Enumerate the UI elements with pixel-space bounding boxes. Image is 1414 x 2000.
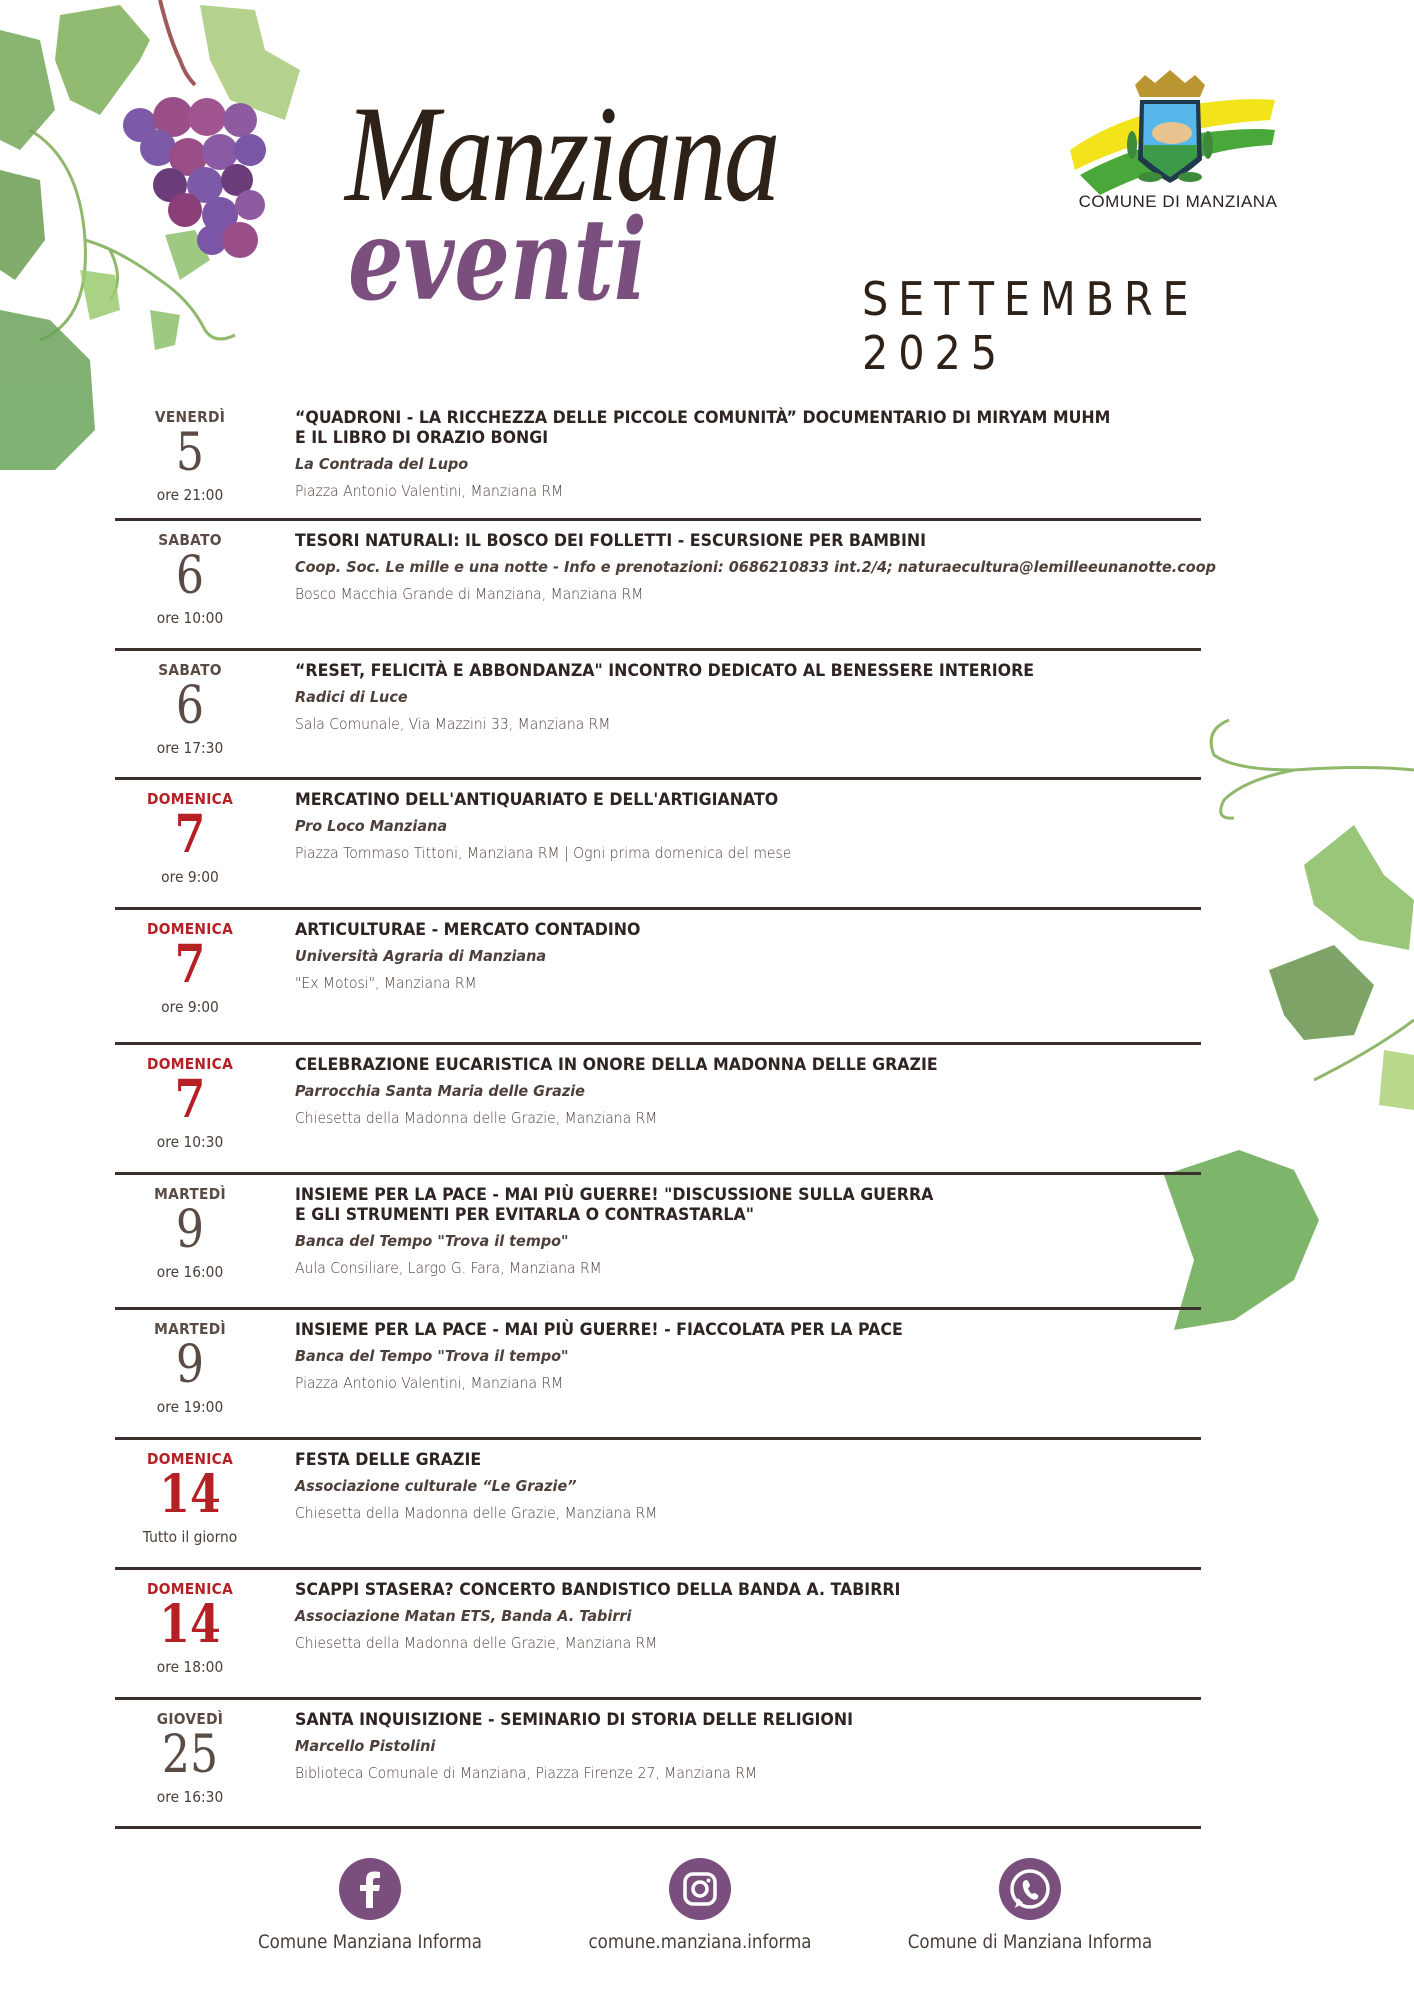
- event-venue: Bosco Macchia Grande di Manziana, Manziana RM: [295, 585, 644, 603]
- event-time: ore 18:00: [156, 1658, 224, 1676]
- event-date: [115, 651, 265, 777]
- event-organizer: Banca del Tempo "Trova il tempo": [295, 1347, 569, 1365]
- municipality-crest-logo: [1060, 65, 1280, 195]
- event-time: ore 21:00: [156, 486, 224, 504]
- facebook-icon: [339, 1858, 401, 1920]
- event-row: [115, 1570, 1201, 1700]
- event-info: [265, 1700, 1201, 1826]
- event-weekday: DOMENICA: [146, 790, 234, 808]
- event-organizer: Parrocchia Santa Maria delle Grazie: [295, 1082, 585, 1100]
- event-title-line2: E IL LIBRO DI ORAZIO BONGI: [295, 428, 549, 448]
- whatsapp-link[interactable]: [880, 1858, 1180, 1953]
- event-organizer: Università Agraria di Manziana: [295, 947, 547, 965]
- event-time: ore 16:00: [156, 1263, 224, 1281]
- event-weekday: MARTEDÌ: [154, 1185, 226, 1203]
- event-info: [265, 1045, 1201, 1172]
- whatsapp-icon: [999, 1858, 1061, 1920]
- event-weekday: SABATO: [158, 531, 222, 549]
- event-venue: Chiesetta della Madonna delle Grazie, Manziana RM: [295, 1504, 658, 1522]
- event-row: [115, 651, 1201, 780]
- event-venue: Piazza Antonio Valentini, Manziana RM: [295, 482, 564, 500]
- event-title: INSIEME PER LA PACE - MAI PIÙ GUERRE! - FIACCOLATA PER LA PACE: [295, 1320, 903, 1340]
- event-title: “QUADRONI - LA RICCHEZZA DELLE PICCOLE COMUNITÀ” DOCUMENTARIO DI MIRYAM MUHM: [295, 408, 1111, 428]
- event-info: [265, 521, 1285, 648]
- event-title: ARTICULTURAE - MERCATO CONTADINO: [295, 920, 641, 940]
- event-info: [265, 1440, 1201, 1567]
- event-date: [115, 1570, 265, 1697]
- event-day-number: 25: [161, 1725, 219, 1785]
- event-title: TESORI NATURALI: IL BOSCO DEI FOLLETTI - ESCURSIONE PER BAMBINI: [295, 531, 926, 551]
- page-title: Manziana: [345, 77, 778, 230]
- event-weekday: MARTEDÌ: [154, 1320, 226, 1338]
- social-footer: [220, 1858, 1180, 1958]
- facebook-label: Comune Manziana Informa: [258, 1932, 482, 1953]
- event-time: ore 10:30: [156, 1133, 224, 1151]
- events-list: [115, 398, 1216, 1829]
- municipality-name: COMUNE DI MANZIANA: [1078, 192, 1278, 211]
- event-organizer: Associazione Matan ETS, Banda A. Tabirri: [295, 1607, 632, 1625]
- event-info: [265, 651, 1201, 777]
- event-day-number: 7: [174, 804, 206, 865]
- event-date: [115, 1700, 265, 1826]
- instagram-icon: [669, 1858, 731, 1920]
- event-organizer: Coop. Soc. Le mille e una notte - Info e prenotazioni: 0686210833 int.2/4; naturaecultura@lemilleeunanotte.coop: [295, 558, 1216, 576]
- event-weekday: DOMENICA: [146, 920, 234, 938]
- event-organizer: Associazione culturale “Le Grazie”: [295, 1477, 577, 1495]
- event-time: ore 16:30: [156, 1788, 224, 1806]
- event-organizer: Banca del Tempo "Trova il tempo": [295, 1232, 569, 1250]
- event-day-number: 7: [174, 934, 206, 995]
- event-row: [115, 1310, 1201, 1440]
- event-time: ore 17:30: [156, 739, 224, 757]
- event-title: INSIEME PER LA PACE - MAI PIÙ GUERRE! "DISCUSSIONE SULLA GUERRA: [295, 1185, 934, 1205]
- event-day-number: 6: [175, 546, 205, 606]
- event-title: “RESET, FELICITÀ E ABBONDANZA" INCONTRO DEDICATO AL BENESSERE INTERIORE: [295, 661, 1035, 681]
- event-organizer: Marcello Pistolini: [295, 1737, 436, 1755]
- event-info: [265, 1175, 1201, 1307]
- event-row: [115, 910, 1201, 1045]
- event-organizer: Radici di Luce: [295, 688, 408, 706]
- event-row: [115, 1440, 1201, 1570]
- event-day-number: 9: [175, 1335, 205, 1395]
- instagram-label: comune.manziana.informa: [588, 1932, 812, 1953]
- event-row: [115, 1045, 1201, 1175]
- event-weekday: DOMENICA: [146, 1580, 234, 1598]
- event-venue: Chiesetta della Madonna delle Grazie, Manziana RM: [295, 1634, 658, 1652]
- event-organizer: La Contrada del Lupo: [295, 455, 469, 473]
- event-venue: "Ex Motosi", Manziana RM: [295, 974, 477, 992]
- whatsapp-label: Comune di Manziana Informa: [907, 1932, 1153, 1953]
- event-weekday: GIOVEDÌ: [156, 1710, 224, 1728]
- event-day-number: 14: [159, 1464, 221, 1525]
- event-time: ore 9:00: [161, 868, 219, 886]
- event-date: [115, 1310, 265, 1437]
- event-time: ore 9:00: [161, 998, 219, 1016]
- event-venue: Piazza Antonio Valentini, Manziana RM: [295, 1374, 564, 1392]
- event-title: FESTA DELLE GRAZIE: [295, 1450, 482, 1470]
- event-date: [115, 1045, 265, 1172]
- event-weekday: SABATO: [158, 661, 222, 679]
- event-venue: Piazza Tommaso Tittoni, Manziana RM | Ogni prima domenica del mese: [295, 844, 792, 862]
- event-info: [265, 780, 1201, 907]
- event-date: [115, 1440, 265, 1567]
- event-time: ore 19:00: [156, 1398, 224, 1416]
- page-subtitle: eventi: [348, 195, 647, 326]
- event-row: [115, 1700, 1201, 1829]
- facebook-link[interactable]: [220, 1858, 520, 1953]
- event-info: [265, 1310, 1201, 1437]
- event-date: [115, 398, 265, 518]
- event-venue: Biblioteca Comunale di Manziana, Piazza Firenze 27, Manziana RM: [295, 1764, 758, 1782]
- event-venue: Aula Consiliare, Largo G. Fara, Manziana RM: [295, 1259, 602, 1277]
- event-title-line2: E GLI STRUMENTI PER EVITARLA O CONTRASTARLA": [295, 1205, 754, 1225]
- instagram-link[interactable]: [550, 1858, 850, 1953]
- event-date: [115, 1175, 265, 1307]
- event-info: [265, 910, 1201, 1042]
- event-info: [265, 398, 1201, 518]
- event-weekday: VENERDÌ: [154, 408, 226, 426]
- event-day-number: 5: [175, 423, 205, 483]
- event-info: [265, 1570, 1201, 1697]
- event-day-number: 7: [174, 1069, 206, 1130]
- event-weekday: DOMENICA: [146, 1450, 234, 1468]
- event-organizer: Pro Loco Manziana: [295, 817, 448, 835]
- event-day-number: 9: [175, 1200, 205, 1260]
- event-day-number: 6: [175, 676, 205, 736]
- event-weekday: DOMENICA: [146, 1055, 234, 1073]
- event-venue: Sala Comunale, Via Mazzini 33, Manziana RM: [295, 715, 611, 733]
- event-time: ore 10:00: [156, 609, 224, 627]
- month-label: SETTEMBRE 2025: [862, 272, 1199, 380]
- event-venue: Chiesetta della Madonna delle Grazie, Manziana RM: [295, 1109, 658, 1127]
- event-date: [115, 910, 265, 1042]
- event-row: [115, 398, 1201, 521]
- event-date: [115, 521, 265, 648]
- event-time: Tutto il giorno: [142, 1528, 238, 1546]
- event-day-number: 14: [159, 1594, 221, 1655]
- event-title: SCAPPI STASERA? CONCERTO BANDISTICO DELLA BANDA A. TABIRRI: [295, 1580, 901, 1600]
- event-title: MERCATINO DELL'ANTIQUARIATO E DELL'ARTIGIANATO: [295, 790, 779, 810]
- event-row: [115, 1175, 1201, 1310]
- event-title: SANTA INQUISIZIONE - SEMINARIO DI STORIA DELLE RELIGIONI: [295, 1710, 853, 1730]
- event-title: CELEBRAZIONE EUCARISTICA IN ONORE DELLA MADONNA DELLE GRAZIE: [295, 1055, 938, 1075]
- event-date: [115, 780, 265, 907]
- event-row: [115, 521, 1216, 651]
- event-row: [115, 780, 1201, 910]
